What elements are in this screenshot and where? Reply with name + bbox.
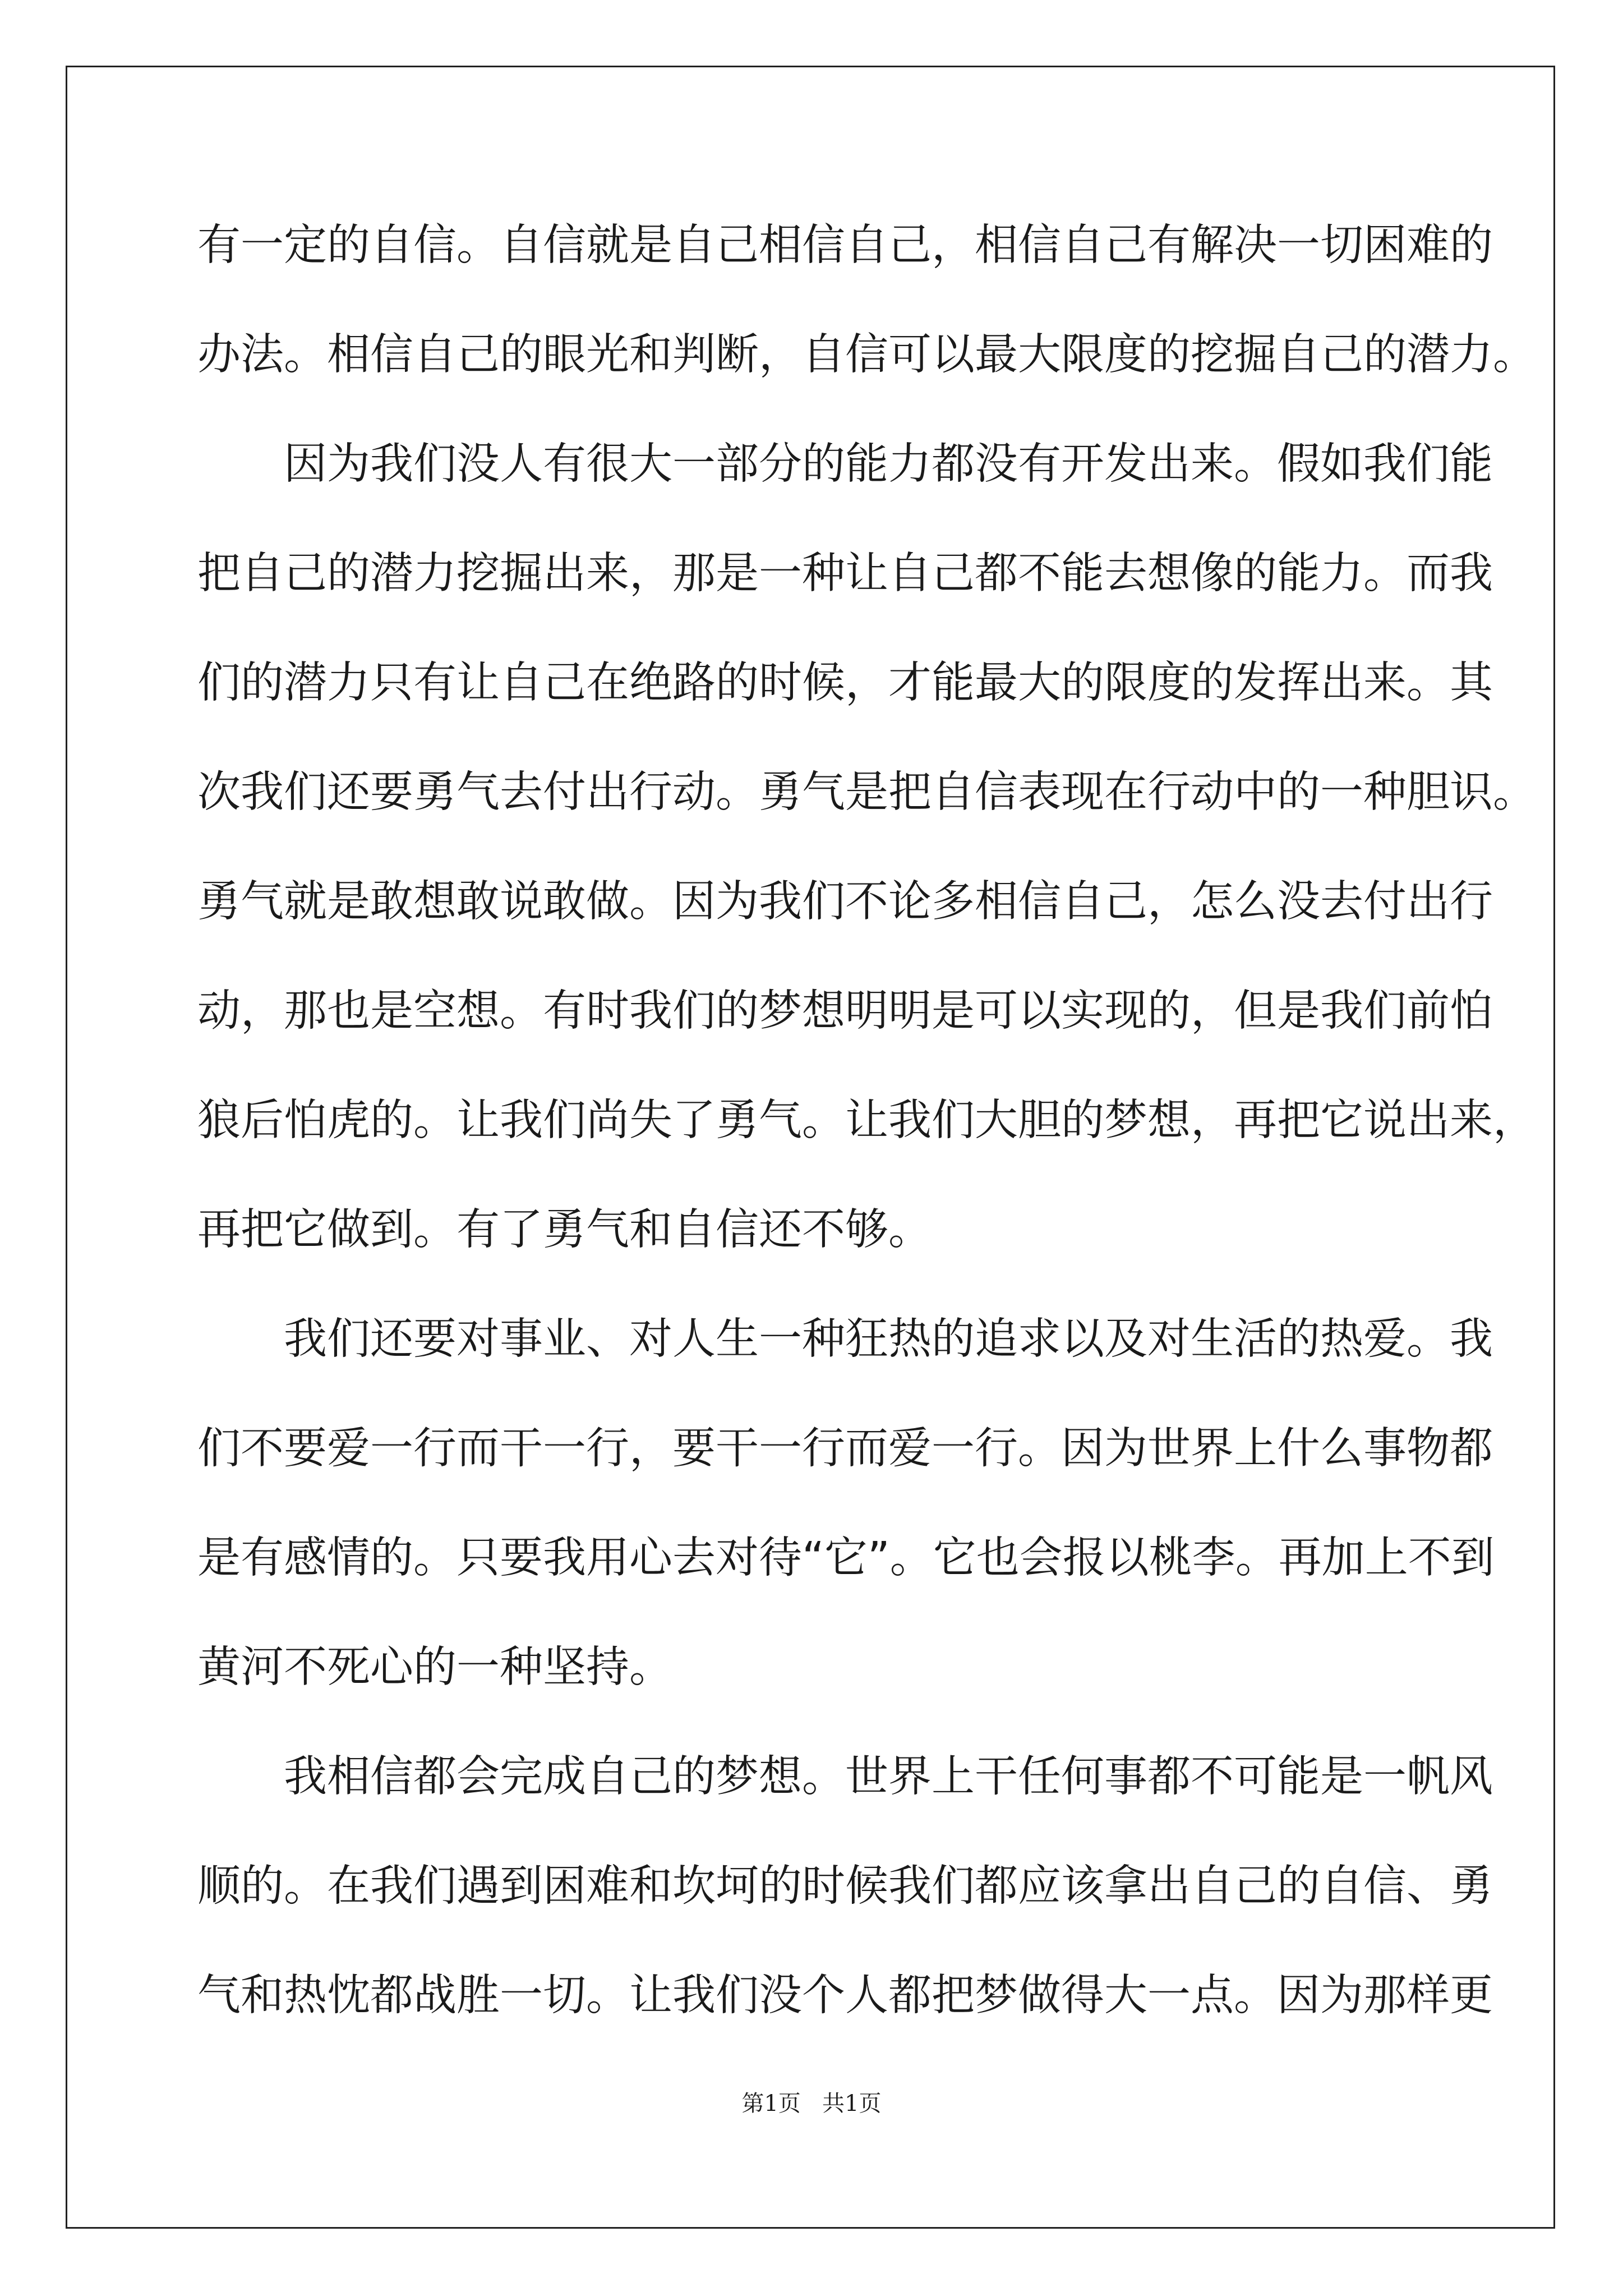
text-line: 再把它做到。有了勇气和自信还不够。 — [197, 1205, 932, 1255]
text-line: 次我们还要勇气去付出行动。勇气是把自信表现在行动中的一种胆识。 — [197, 767, 1536, 817]
text-line: 办法。相信自己的眼光和判断，自信可以最大限度的挖掘自己的潜力。 — [197, 330, 1536, 380]
text-line: 勇气就是敢想敢说敢做。因为我们不论多相信自己，怎么没去付出行 — [197, 877, 1493, 927]
text-line: 黄河不死心的一种坚持。 — [197, 1642, 672, 1692]
text-line: 气和热忱都战胜一切。让我们没个人都把梦做得大一点。因为那样更 — [197, 1971, 1493, 2021]
text-line: 们不要爱一行而干一行，要干一行而爱一行。因为世界上什么事物都 — [197, 1424, 1493, 1474]
page-footer: 第1页 共1页 — [741, 2091, 882, 2116]
text-line: 是有感情的。只要我用心去对待“它”。它也会报以桃李。再加上不到 — [197, 1533, 1495, 1583]
paragraph-first-line: 我相信都会完成自己的梦想。世界上干任何事都不可能是一帆风 — [284, 1752, 1493, 1802]
paragraph-first-line: 我们还要对事业、对人生一种狂热的追求以及对生活的热爱。我 — [284, 1314, 1493, 1364]
text-line: 狼后怕虎的。让我们尚失了勇气。让我们大胆的梦想，再把它说出来， — [197, 1096, 1536, 1145]
text-line: 顺的。在我们遇到困难和坎坷的时候我们都应该拿出自己的自信、勇 — [197, 1861, 1493, 1911]
text-line: 把自己的潜力挖掘出来，那是一种让自己都不能去想像的能力。而我 — [197, 549, 1493, 599]
text-line: 动，那也是空想。有时我们的梦想明明是可以实现的，但是我们前怕 — [197, 986, 1493, 1036]
text-line: 有一定的自信。自信就是自己相信自己，相信自己有解决一切困难的 — [197, 220, 1493, 270]
text-line: 们的潜力只有让自己在绝路的时候，才能最大的限度的发挥出来。其 — [197, 658, 1493, 708]
paragraph-first-line: 因为我们没人有很大一部分的能力都没有开发出来。假如我们能 — [284, 439, 1493, 489]
